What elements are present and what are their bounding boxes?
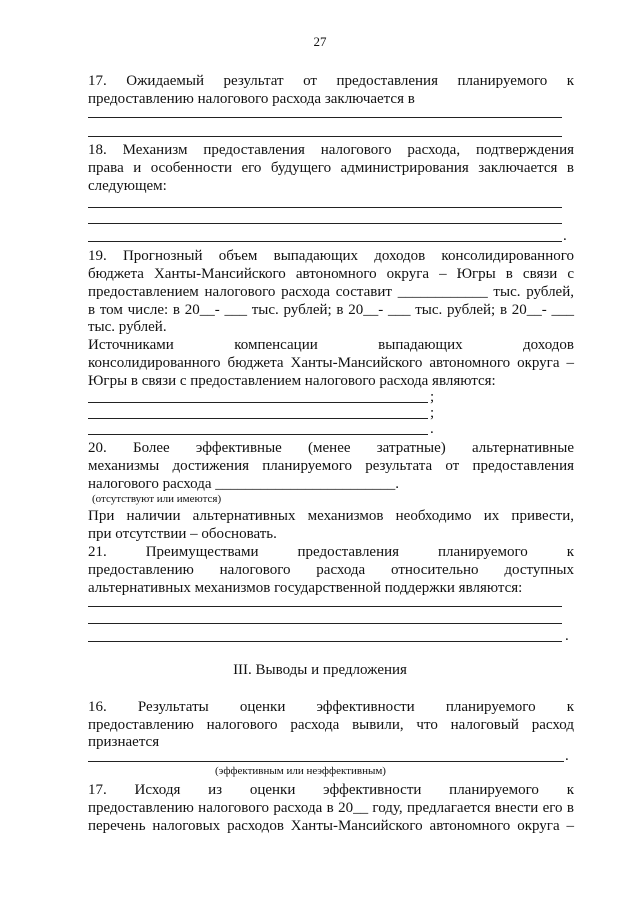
item-16-line-1: 16. Результаты оценки эффективности планируемого к bbox=[88, 699, 574, 715]
item-19-line-3: предоставлением налогового расхода составит ____________ тыс. рублей, bbox=[88, 284, 574, 300]
item-21-line-1: 21. Преимуществами предоставления планируемого к bbox=[88, 544, 574, 560]
fill-line bbox=[88, 434, 428, 435]
page-number: 27 bbox=[313, 34, 327, 49]
item-19-line-6: Источниками компенсации выпадающих доходов bbox=[88, 337, 574, 353]
item-19-line-1: 19. Прогнозный объем выпадающих доходов консолидированного bbox=[88, 248, 574, 264]
fill-line bbox=[88, 241, 562, 242]
item-17b-line-2: предоставлению налогового расхода в 20__ году, предлагается внести его в bbox=[88, 800, 574, 816]
item-18-line-2: права и особенности его будущего администрирования заключается в bbox=[88, 160, 574, 176]
semicolon-mark: ; bbox=[430, 405, 435, 421]
fill-line bbox=[88, 641, 562, 642]
item-18-line-3: следующем: bbox=[88, 178, 167, 194]
item-17-line-1: 17. Ожидаемый результат от предоставления планируемого к bbox=[88, 73, 574, 89]
fill-line bbox=[88, 761, 564, 762]
period-mark: . bbox=[565, 628, 569, 644]
fill-line bbox=[88, 623, 562, 624]
semicolon-mark: ; bbox=[430, 389, 435, 405]
period-mark: . bbox=[430, 421, 434, 437]
item-17-line-2: предоставлению налогового расхода заключается в bbox=[88, 91, 415, 107]
item-21-line-2: предоставлению налогового расхода относительно доступных bbox=[88, 562, 574, 578]
fill-line bbox=[88, 418, 428, 419]
item-16-note: (эффективным или неэффективным) bbox=[215, 765, 386, 777]
fill-line bbox=[88, 402, 428, 403]
fill-line bbox=[88, 207, 562, 208]
section-heading: III. Выводы и предложения bbox=[233, 662, 407, 678]
item-20-line-2: механизмы достижения планируемого результата от предоставления bbox=[88, 458, 574, 474]
item-16-line-2: предоставлению налогового расхода вывили, что налоговый расход bbox=[88, 717, 574, 733]
period-mark: . bbox=[565, 748, 569, 764]
item-20-note: (отсутствуют или имеются) bbox=[92, 493, 222, 505]
item-20-line-3: налогового расхода ________________________. bbox=[88, 476, 399, 492]
item-17b-line-3: перечень налоговых расходов Ханты-Мансийского автономного округа – bbox=[88, 818, 574, 834]
item-20-line-4: При наличии альтернативных механизмов необходимо их привести, bbox=[88, 508, 574, 524]
fill-line bbox=[88, 606, 562, 607]
item-19-line-4: в том числе: в 20__- ___ тыс. рублей; в 20__- ___ тыс. рублей; в 20__- ___ bbox=[88, 302, 574, 318]
fill-line bbox=[88, 223, 562, 224]
item-19-line-5: тыс. рублей. bbox=[88, 319, 167, 335]
item-17b-line-1: 17. Исходя из оценки эффективности планируемого к bbox=[88, 782, 574, 798]
item-19-line-2: бюджета Ханты-Мансийского автономного округа – Югры в связи с bbox=[88, 266, 574, 282]
item-21-line-3: альтернативных механизмов государственной поддержки являются: bbox=[88, 580, 523, 596]
item-19-line-7: консолидированного бюджета Ханты-Мансийского автономного округа – bbox=[88, 355, 574, 371]
fill-line bbox=[88, 117, 562, 118]
item-20-line-5: при отсутствии – обосновать. bbox=[88, 526, 277, 542]
item-19-line-8: Югры в связи с предоставлением налогового расхода являются: bbox=[88, 373, 496, 389]
fill-line bbox=[88, 136, 562, 137]
item-16-line-3: признается bbox=[88, 734, 160, 750]
item-18-line-1: 18. Механизм предоставления налогового расхода, подтверждения bbox=[88, 142, 574, 158]
period-mark: . bbox=[563, 228, 567, 244]
item-20-line-1: 20. Более эффективные (менее затратные) альтернативные bbox=[88, 440, 574, 456]
